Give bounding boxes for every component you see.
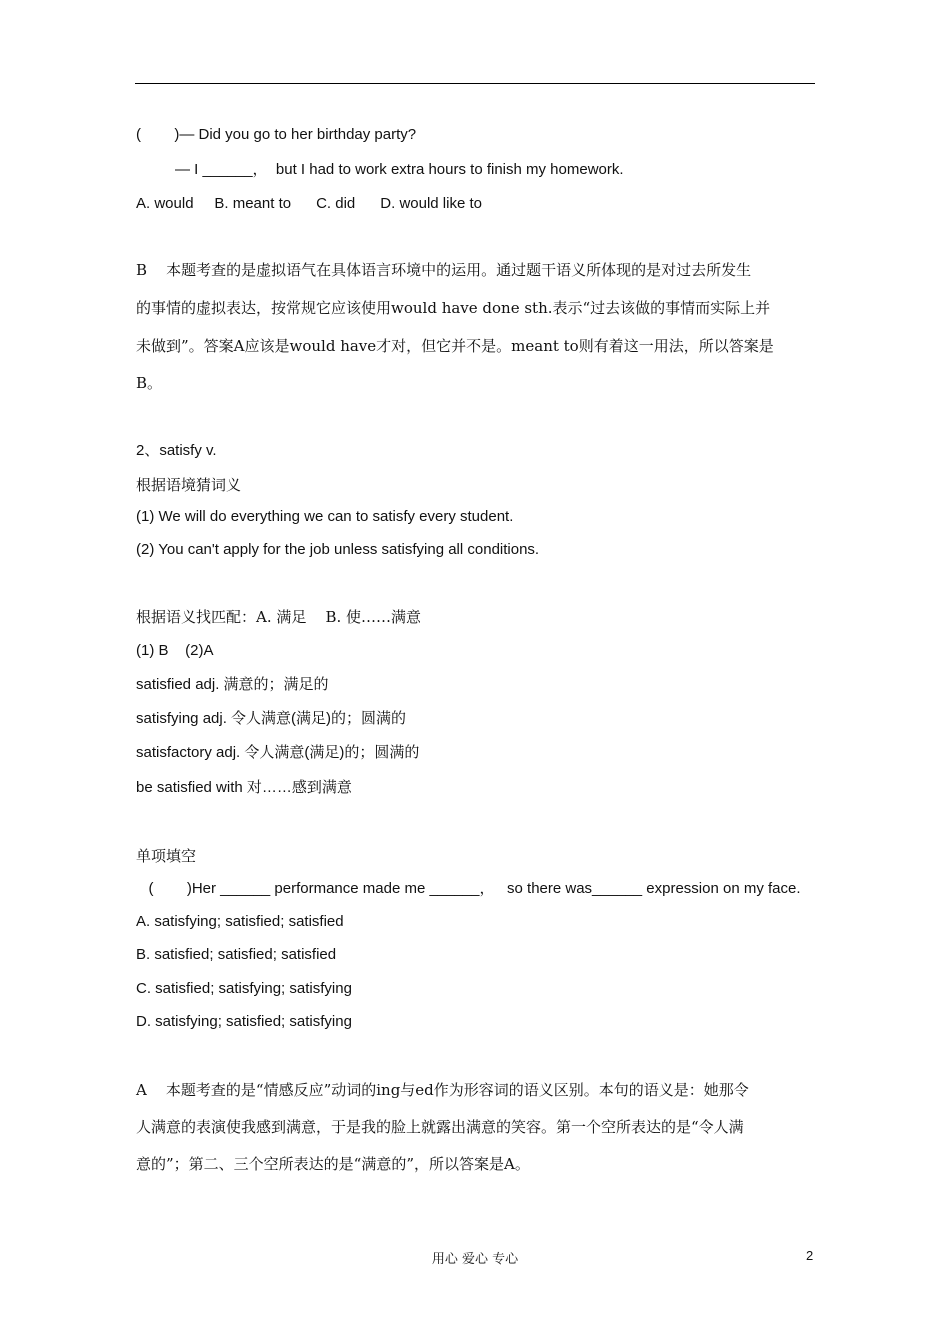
guess-title: 根据语境猜词义 bbox=[136, 476, 242, 494]
match-answer: (1) B (2)A bbox=[136, 642, 214, 659]
example-sentence: (1) We will do everything we can to satisfy every student. bbox=[136, 508, 514, 525]
q2-option: B. satisfied; satisfied; satisfied bbox=[136, 946, 337, 963]
q2-stem: ( )Her ______ performance made me ______， so there was______ expression on my face. bbox=[136, 880, 801, 897]
vocab-item: be satisfied with 对……感到满意 bbox=[136, 779, 352, 796]
q1-explanation-line: 的事情的虚拟表达，按常规它应该使用would have done sth.表示“过去该做的事情而实际上并 bbox=[136, 299, 771, 317]
q1-options: A. would B. meant to C. did D. would like to bbox=[136, 195, 482, 212]
q1-answer-line: — I ______， but I had to work extra hours to finish my homework. bbox=[175, 161, 624, 178]
footer-motto: 用心 爱心 专心 bbox=[431, 1252, 519, 1267]
q2-option: C. satisfied; satisfying; satisfying bbox=[136, 980, 352, 997]
page-number: 2 bbox=[806, 1248, 814, 1263]
q2-explanation-line: 意的”；第二、三个空所表达的是“满意的”，所以答案是A。 bbox=[136, 1155, 530, 1173]
vocab-item: satisfying adj. 令人满意(满足)的；圆满的 bbox=[136, 710, 407, 727]
q1-stem: ( )— Did you go to her birthday party? bbox=[136, 126, 417, 143]
vocab-item: satisfied adj. 满意的；满足的 bbox=[136, 676, 329, 693]
q2-explanation-line: 人满意的表演使我感到满意，于是我的脸上就露出满意的笑容。第一个空所表达的是“令人满 bbox=[136, 1118, 744, 1136]
q2-heading: 单项填空 bbox=[136, 847, 197, 865]
q1-explanation-line: 未做到”。答案A应该是would have才对，但它并不是。meant to则有着这一用法，所以答案是 bbox=[136, 337, 774, 355]
q1-explanation-line: B 本题考查的是虚拟语气在具体语言环境中的运用。通过题干语义所体现的是对过去所发生 bbox=[136, 261, 752, 279]
section-title: 2、satisfy v. bbox=[136, 442, 217, 459]
q2-option: D. satisfying; satisfied; satisfying bbox=[136, 1013, 352, 1030]
example-sentence: (2) You can't apply for the job unless satisfying all conditions. bbox=[136, 541, 540, 558]
match-title: 根据语义找匹配：A. 满足 B. 使……满意 bbox=[136, 608, 422, 626]
header-rule bbox=[135, 83, 815, 84]
vocab-item: satisfactory adj. 令人满意(满足)的；圆满的 bbox=[136, 744, 420, 761]
q2-option: A. satisfying; satisfied; satisfied bbox=[136, 913, 344, 930]
q2-explanation-line: A 本题考查的是“情感反应”动词的ing与ed作为形容词的语义区别。本句的语义是：她那令 bbox=[136, 1081, 749, 1099]
q1-explanation-line: B。 bbox=[136, 374, 163, 392]
